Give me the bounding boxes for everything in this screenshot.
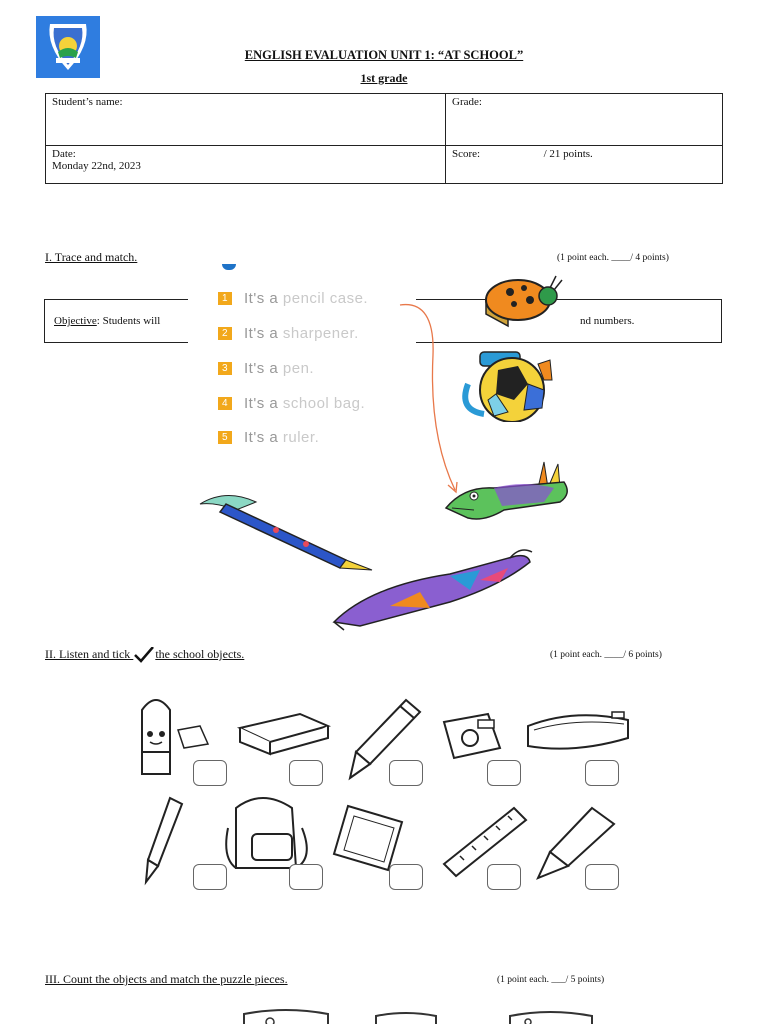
tick-box-sharpener[interactable] — [487, 760, 521, 786]
page-title: ENGLISH EVALUATION UNIT 1: “AT SCHOOL” — [244, 48, 524, 62]
puzzle-piece-3 — [506, 1010, 596, 1024]
date-label: Date: — [52, 148, 76, 160]
trace-line-4[interactable]: 4 It's a school bag. — [218, 395, 365, 412]
tick-box-crayon[interactable] — [585, 864, 619, 890]
tick-box-glue-stick[interactable] — [193, 760, 227, 786]
trace-line-5[interactable]: 5 It's a ruler. — [218, 429, 319, 446]
marker-pen-icon — [140, 794, 190, 886]
ladybug-sharpener-icon — [474, 270, 566, 330]
tick-box-pencil[interactable] — [389, 760, 423, 786]
trace-line-2[interactable]: 2 It's a sharpener. — [218, 325, 359, 342]
date-value: Monday 22nd, 2023 — [52, 160, 141, 172]
objective-text-end: nd numbers. — [580, 315, 635, 327]
ruler-icon — [330, 546, 540, 632]
student-name-label: Student’s name: — [52, 96, 123, 108]
backpack-icon — [222, 788, 318, 874]
crocodile-pencilcase-icon — [444, 458, 572, 528]
trace-line-3[interactable]: 3 It's a pen. — [218, 360, 314, 377]
student-info-table — [45, 93, 723, 184]
score-total: / 21 points. — [543, 148, 593, 160]
date-cell — [46, 146, 446, 184]
eraser-icon — [236, 708, 332, 756]
trace-line-1[interactable]: 1 It's a pencil case. — [218, 290, 368, 307]
section1-points: (1 point each. ____/ 4 points) — [557, 253, 669, 263]
tick-box-marker[interactable] — [193, 864, 227, 890]
pencil-case-icon — [524, 706, 634, 756]
score-label: Score: — [452, 148, 481, 160]
puzzle-piece-2 — [374, 1012, 438, 1024]
tick-box-backpack[interactable] — [289, 864, 323, 890]
section3-title: III. Count the objects and match the puzzle pieces. — [45, 972, 288, 986]
sharpener-icon — [440, 708, 510, 764]
tick-box-notebook[interactable] — [389, 864, 423, 890]
grade-level-title: 1st grade — [360, 71, 408, 85]
objective-text: : Students will — [96, 315, 161, 327]
student-name-cell[interactable] — [46, 94, 446, 146]
section3-points: (1 point each. ___/ 5 points) — [497, 975, 605, 985]
grade-label: Grade: — [452, 96, 482, 108]
score-cell[interactable] — [446, 146, 723, 184]
section1-title: I. Trace and match. — [45, 250, 138, 264]
tick-box-ruler[interactable] — [487, 864, 521, 890]
puzzle-piece-1 — [240, 1008, 332, 1024]
soccer-schoolbag-icon — [458, 350, 564, 422]
tick-box-pencil-case[interactable] — [585, 760, 619, 786]
objective-label: Objective — [54, 315, 97, 327]
section2-points: (1 point each. ____/ 6 points) — [550, 650, 662, 660]
school-logo — [36, 16, 100, 78]
section2-title: II. Listen and tick the school objects. — [45, 647, 245, 661]
tick-box-eraser[interactable] — [289, 760, 323, 786]
grade-cell[interactable] — [446, 94, 723, 146]
tick-icon — [133, 647, 155, 661]
